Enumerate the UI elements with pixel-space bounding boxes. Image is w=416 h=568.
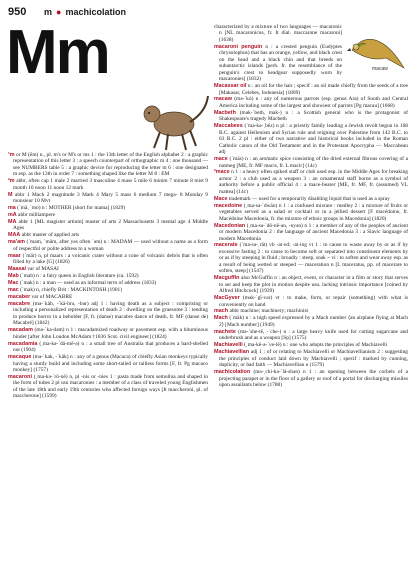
dictionary-entry: [8, 239, 208, 252]
headword: macaroni penguin: [214, 43, 263, 50]
headword: ¹m: [8, 152, 15, 158]
headword: Macedonian: [214, 222, 246, 229]
dictionary-entry: [8, 152, 208, 178]
dictionary-entry: [8, 341, 208, 354]
dictionary-entry: [8, 253, 208, 266]
running-head-left: m: [44, 7, 53, 17]
definition: or M (ĕm) n., pl. m's or M's or ms 1 : the 13th letter of the English alphabet 2 : a graphic representation of this letter 3 : a speech counterpart of orthographic m 4 : one thousand — see NUMBERS table 5 : a graphic device for reproducing the letter m 6 : one designated m esp. as the 13th in order 7 : something shaped like the letter M 8 : EM: [13, 152, 208, 178]
right-column: [214, 24, 408, 560]
page-number: 950: [8, 6, 27, 18]
dictionary-entry: [214, 369, 408, 388]
headword: ²mace: [214, 169, 230, 176]
left-column: [8, 152, 208, 560]
definition: (ˈmak) n : a man — used as an informal term of address (1833): [19, 280, 157, 287]
definition: trademark — used for a temporarily disabling liquid that is used as a spray: [228, 195, 390, 202]
definition: (mə-ˈshe-tē, -ˈche-) n : a large heavy knife used for cutting sugarcane and underbrush and as a weapon [Sp] (1575): [219, 328, 408, 342]
headword: macaroni: [8, 373, 32, 380]
definition: n : a crested penguin (Eudyptes chrysolophus) that has an orange, yellow, and black crest on the head and a black chin and that breeds on subantarctic islands [perh. fr. the resemblance of the penguin's crest to headgear supposedly worn by macaronies] (1832): [219, 43, 342, 83]
definition: var of MASAI: [27, 266, 59, 273]
dictionary-entry: [8, 287, 208, 293]
dictionary-entry: [214, 349, 408, 368]
headword: MAA: [8, 232, 21, 239]
dictionary-entry: [214, 342, 408, 348]
definition: (ˈmab) n : a fairy queen in English literature (ca. 1592): [20, 273, 139, 280]
headword: M: [8, 191, 13, 198]
right-column-top: [214, 24, 342, 83]
dictionary-entry: [214, 123, 408, 155]
dictionary-entry: [8, 273, 208, 279]
definition: (ˈmam, ˈmäm, after yes often ˈəm) n : MADAM — used without a name as a form of respectful or polite address to a woman: [13, 239, 208, 252]
dictionary-entry: [214, 110, 408, 123]
headword: mA: [8, 212, 17, 219]
headword: mac: [8, 287, 19, 294]
definition: (ˌma-sə-ˈdō-nē-ən, -nyən) n 1 : a member of any of the peoples of ancient or modern Macedonia 2 : the language of ancient Macedonia 3 : a Slavic language of modern Macedonia: [219, 222, 408, 242]
dictionary-entry: [214, 329, 408, 342]
headword: Mace: [214, 195, 228, 202]
headword: Macassar oil: [214, 83, 247, 90]
headword: macadamia: [8, 340, 38, 347]
headword: macaber: [8, 294, 31, 301]
dictionary-entry: [214, 44, 342, 83]
running-head-right: machicolation: [65, 7, 126, 17]
headword: Macguffin: [214, 275, 240, 282]
running-head: [44, 7, 126, 17]
headword: Maasai: [8, 266, 26, 273]
dictionary-entry: [8, 301, 208, 327]
definition: (mə-ˈkäb, -ˈkä-brə, -bər) adj 1 : having death as a subject : comprising or including a personalized representation of death 2 : dwelling on the gruesome 3 : tending to produce horror in a beholder [F, fr. (danse) macabre dance of death, fr. MF (danse de) Macabré] (1842): [13, 300, 208, 327]
definition: abbr 1 Mach 2 magnitude 3 Mark 4 Mary 5 mass 6 medium 7 mega- 8 Monday 9 monsieur 10 Mvt: [13, 191, 208, 205]
definition: var of MACABRE: [31, 294, 73, 301]
dictionary-entry: [214, 169, 408, 195]
dictionary-entry: [8, 327, 208, 340]
definition: abbr machine; machinery; machinist: [229, 308, 309, 315]
macaw-caption: macaw: [372, 66, 388, 72]
dictionary-entry: [8, 266, 208, 272]
headword: machete: [214, 328, 236, 335]
headword: ma'am: [8, 239, 25, 246]
definition: (ˌma-sə-ˈdwän) n 1 : a confused mixture : medley 2 : a mixture of fruits or vegetables served as a salad or cocktail or in a jellied dessert [F macédoine, fr. Macédoine Macedonia, fr. the mixture of ethnic groups in Macedonia] (1820): [219, 202, 408, 222]
definition: n : an oil for the hair ; specif : an oil made chiefly from the seeds of a tree [Makasar, Celebes, Indonesia] (1809): [219, 83, 408, 96]
headword: Mach: [214, 315, 228, 322]
dictionary-entry: [8, 354, 208, 373]
dictionary-entry: [214, 96, 408, 109]
definition: abbr master of applied arts: [21, 232, 80, 239]
dictionary-entry: [8, 294, 208, 300]
dictionary-entry: [214, 83, 408, 96]
dictionary-entry: [214, 295, 408, 308]
dictionary-entry: [214, 156, 408, 169]
definition: (ˈma-kə-ˌbēz) n pl : a priestly family leading a Jewish revolt begun in 168 B.C. against Hellenism and Syrian rule and reigning over Palestine from 142 B.C. to 63 B.C. 2 pl : either of two narrative and historical books included in the Roman Catholic canon of the Old Testament and in the Protestant Apocrypha — Maccabean adj: [219, 123, 408, 156]
headword: machicolation: [214, 369, 251, 376]
definition: abbr 1 [ML magister artium] master of arts 2 Massachusetts 3 mental age 4 Middle Ages: [13, 219, 208, 232]
dictionary-entry: [214, 24, 342, 43]
headword: macerate: [214, 242, 238, 249]
headword: Maccabees: [214, 123, 243, 130]
dictionary-entry: [214, 275, 408, 294]
headword: Macbeth: [214, 109, 236, 116]
definition: adj 1 : of or relating to Machiavelli or Machiavellianism 2 : suggesting the principles of conduct laid down by Machiavelli ; specif : marked by cunning, duplicity, or bad faith — Machiavellian n (1579): [219, 349, 408, 369]
definition: n 1 : a heavy often spiked staff or club used esp. in the Middle Ages for breaking armor 2 : a club used as a weapon 3 : an ornamental staff borne as a symbol of authority before a public official 4 : a mace-bearer [ME, fr. MF, fr. (assumed) VL mattea] (14c): [219, 169, 408, 195]
dictionary-entry: [8, 205, 208, 211]
definition: abbr, often cap 1 male 2 married 3 masculine 4 mass 5 mile 6 minim 7 minute 8 mist 9 month 10 noon 11 noon 12 mark: [13, 178, 208, 191]
definition: (ˈmä, ˈmȯ) n : MOTHER [short for mama] (1829): [17, 205, 126, 212]
headword: macabre: [8, 300, 31, 307]
definition: (mə-ˈkak, -ˈkäk) n : any of a genus (Macaca) of chiefly Asian monkeys typically having a sturdy build and including some short-tailed or tailless forms [F, fr. Pg macaco monkey] (1757): [13, 354, 208, 373]
dictionary-entry: [214, 315, 408, 328]
headword: MA: [8, 219, 17, 226]
dictionary-entry: [8, 178, 208, 191]
definition: (ˌma-kē-ə-ˈve-lē) n : one who adopts the principles of Machiavelli: [244, 342, 388, 349]
dictionary-entry: [214, 308, 408, 314]
headword: maar: [8, 252, 21, 259]
definition: (mə-ˈka-dəm) n 1 : macadamized roadway or pavement esp. with a bituminous binder [after John Loudon McAdam †1836 Scot. civil engineer] (1824): [13, 327, 208, 340]
definition: also McGuffin n : an object, event, or character in a film or story that serves to set and keep the plot in motion despite usu. lacking intrinsic importance [coined by Alfred Hitchcock] (1939): [219, 275, 408, 295]
definition: (mək-ˈbeth, mak-) n : a Scottish general who is the protagonist of Shakespeare's tragedy Macbeth: [219, 109, 408, 123]
definition: (mə-ˌchi-kə-ˈlā-shən) n 1 : an opening between the corbels of a projecting parapet or in the floor of a gallery or roof of a portal for discharging missiles upon assailants below (1788): [219, 369, 408, 388]
dictionary-entry: [214, 242, 408, 274]
definition: abbr milliampere: [18, 212, 56, 219]
running-head-separator: ●: [56, 7, 62, 17]
headword: mach: [214, 308, 229, 315]
macaque-illustration: [130, 86, 212, 152]
dictionary-entry: [8, 219, 208, 232]
definition: (ˈma-sə-ˌrāt) vb -at·ed; -at·ing vt 1 : to cause to waste away by or as if by excessive fasting 2 : to cause to become soft or separated into constituent elements by or as if by steeping in fluid ; broadly : steep, soak ~ vi : to soften and wear away esp. as a result of being wetted or steeped — maceration n [L maceratus, pp. of macerare to soften, steep] (1547): [219, 242, 408, 275]
definition: (ˈmās) n : an aromatic spice consisting of the dried external fibrous covering of a nutmeg [ME, fr. MF macis, fr. L macir] (14c): [219, 156, 408, 169]
definition: (ˈmäk) n : a high speed expressed by a Mach number ⟨an airplane flying at Mach 2⟩ [Mach number] (1949): [219, 315, 408, 328]
headword: ma: [8, 205, 16, 212]
dictionary-entry: [214, 203, 408, 222]
headword: Machiavelli: [214, 342, 243, 349]
dictionary-entry: [214, 223, 408, 242]
headword: macadam: [8, 327, 33, 334]
dictionary-entry: [8, 192, 208, 205]
definition: (ˌma-kə-ˈdā-mē-ə) n : a small tree of Australia that produces a hard-shelled nut (1904): [13, 340, 208, 354]
section-letter: Mm: [6, 18, 109, 87]
definition: (ˌma-kə-ˈrō-nē) n, pl -nis or -nies 1 : pasta made from semolina and shaped in the form of tubes 2 pl usu macaronies : a member of a class of traveled young Englishmen of the late 18th and early 19th centuries who affected foreign ways [It maccheroni, pl. of maccherone] (1599): [13, 373, 208, 400]
headword: mace: [214, 156, 228, 163]
headword: MacGyver: [214, 295, 240, 302]
headword: macaw: [214, 96, 232, 103]
definition: characterized by a mixture of two languages — macaronic n [NL macaronicus, fr. It dial. maccarone macaroni] (1638): [214, 24, 342, 43]
definition: (mək-ˈgī-vər) vt : to make, form, or repair (something) with what is conveniently on hand: [219, 295, 408, 308]
definition: (ˈmak) n, chiefly Brit : MACKINTOSH (1901): [20, 287, 123, 294]
headword: Machiavellian: [214, 349, 250, 356]
dictionary-entry: [8, 232, 208, 238]
headword: macedoine: [214, 202, 243, 209]
definition: (mə-ˈkȯ) n : any of numerous parrots (esp. genus Ara) of South and Central America including some of the largest and showiest of parrots [Pg macau] (1668): [219, 96, 408, 109]
definition: (ˈmär) n, pl maars : a volcanic crater without a cone of volcanic debris that is often filled by a lake [G] (1826): [13, 252, 208, 266]
dictionary-entry: [8, 280, 208, 286]
headword: Mac: [8, 280, 19, 287]
dictionary-entry: [8, 212, 208, 218]
dictionary-entry: [214, 196, 408, 202]
headword: ²m: [8, 178, 15, 185]
dictionary-entry: [8, 374, 208, 400]
headword: macaque: [8, 354, 32, 361]
headword: Mab: [8, 273, 19, 280]
